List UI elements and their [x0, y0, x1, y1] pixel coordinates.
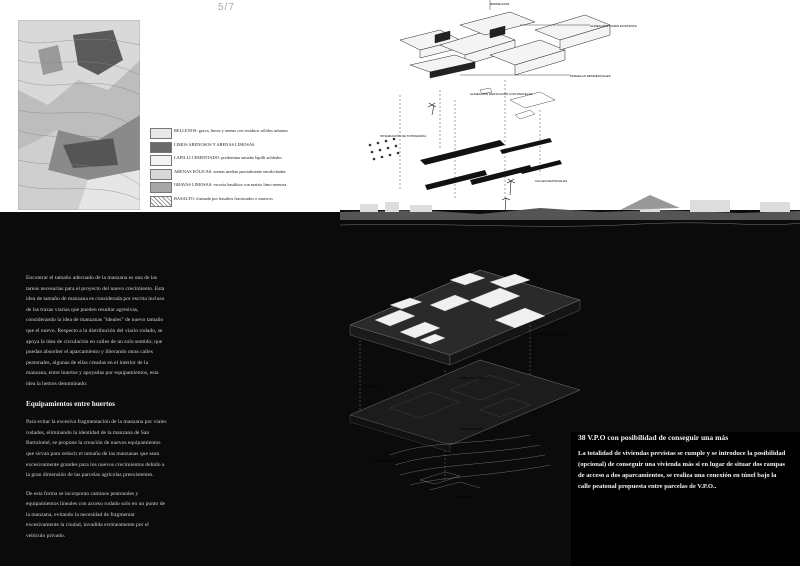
- callout-label: BARRANCO: [455, 495, 473, 499]
- callout-label: TOPOGRAFÍA EXISTENTE: [370, 459, 407, 463]
- legend-label: LAPILLI CEMENTADO: [174, 155, 219, 160]
- legend-label: BASALTO: [174, 195, 194, 201]
- soil-legend: [150, 127, 340, 208]
- legend-item: [150, 154, 340, 167]
- legend-swatch: [150, 169, 172, 180]
- legend-item: [150, 181, 340, 194]
- callout-label: BORDE ESTE: [490, 2, 510, 6]
- legend-desc: : arenas medias parcialmente encalichadas: [211, 168, 286, 174]
- legend-item: [150, 127, 340, 140]
- exploded-axonometric-bottom: [330, 240, 590, 510]
- legend-desc: : grava, limos y arenas con residuos sólidos urbanos: [196, 128, 288, 133]
- legend-desc: : predomina tamaño lapilli soldados: [218, 155, 282, 160]
- callout-label: ALINEACIÓN VIARIO EXISTENTE: [590, 24, 637, 28]
- legend-swatch: [150, 128, 172, 139]
- callout-label: CALLES PEATONALES: [535, 179, 568, 183]
- legend-item: [150, 141, 340, 154]
- legend-label: GRAVAS LIMOSAS: [174, 182, 212, 187]
- callout-label: ALINEACIÓN EDIFICACIÓN CON PARCELAS: [470, 92, 533, 96]
- body-text-column: [26, 273, 168, 542]
- info-box-title: 38 V.P.O con posibilidad de conseguir una más: [578, 433, 729, 442]
- exploded-axonometric-top: [340, 0, 800, 212]
- site-section: [340, 190, 800, 240]
- legend-desc: : formado por basaltos fracturados o masivos: [193, 195, 273, 201]
- callout-label: ESPACIOS LIBRES: [460, 376, 487, 380]
- geological-map: [18, 20, 140, 210]
- body-paragraph: Encontrar el tamaño adecuado de la manzana es una de las tareas necesarias para el proyecto del nuevo crecimiento. Esta idea de tamaño de manzana es considerada por escrita incluso de las trazas viarias que pueden resultar agresivas, considerando la idea de manzanas "ideales" de nuevo tamaño que el nuevo. Respecto a la distribución del viario rodado, se apoya la idea de circulación en calles de un solo sentido; que puedan absorber el aparcamiento y liberando otras calles peatonales, algunas de ellas creadas en el interior de la manzana, entre huertos y apoyadas por equipamientos, esta idea la hemos denominado:: [26, 275, 165, 387]
- callout-label: INTEGRACIÓN DE TOPOGRAFÍA: [380, 134, 427, 138]
- legend-label: LIMOS ARENOSOS Y ARENAS LIMOSAS: [174, 141, 255, 147]
- legend-label: RELLENOS: [174, 128, 197, 133]
- legend-item: [150, 168, 340, 181]
- callout-label: EQUIPAMIENTOS: [355, 384, 380, 388]
- page-number: 5/7: [218, 2, 235, 13]
- legend-swatch: [150, 142, 172, 153]
- legend-swatch: [150, 182, 172, 193]
- legend-swatch: [150, 155, 172, 166]
- callout-label: APARCAMIENTO: [460, 427, 484, 431]
- info-box-body: La totalidad de viviendas previstas se cumple y se introduce la posibilidad (opcional) de conseguir una vivienda más si en lugar de situar dos rampas de acceso a dos aparcamientos, se realiza una conexión en túnel bajo la calle peatonal propuesta entre parcelas de V.P.O..: [578, 450, 786, 490]
- body-paragraph: Para evitar la excesiva fragmentación de la manzana por viales rodados, eliminando la identidad de la manzana de San Bartolomé, se propone la creación de nuevos equipamientos que sirvan para reducir el tamaño de las manzanas que sean excesivamente grandes para los nuevos crecimientos debido a la gran dimensión de las parcelas agrícolas preexistentes.: [26, 419, 167, 479]
- legend-label: ARENAS EÓLICAS: [174, 168, 212, 174]
- legend-swatch: [150, 196, 172, 207]
- callout-label: PARCELAS RESIDENCIALES: [570, 74, 611, 78]
- legend-desc: : escoria basáltica con matriz limo-arenosa: [211, 182, 287, 187]
- callout-label: USO RESIDENCIAL DE VIVIENDAS: [520, 332, 570, 336]
- section-subheading: Equipamientos entre huertos: [26, 399, 115, 408]
- legend-item: [150, 195, 340, 208]
- body-paragraph: De esta forma se incorporan caminos peatonales y equipamientos lineales con acceso rodado solo en un punto de la manzana, evitando la necesidad de fragmentar excesivamente la ciudad, invadida erróneamente por el vehículo privado.: [26, 490, 166, 540]
